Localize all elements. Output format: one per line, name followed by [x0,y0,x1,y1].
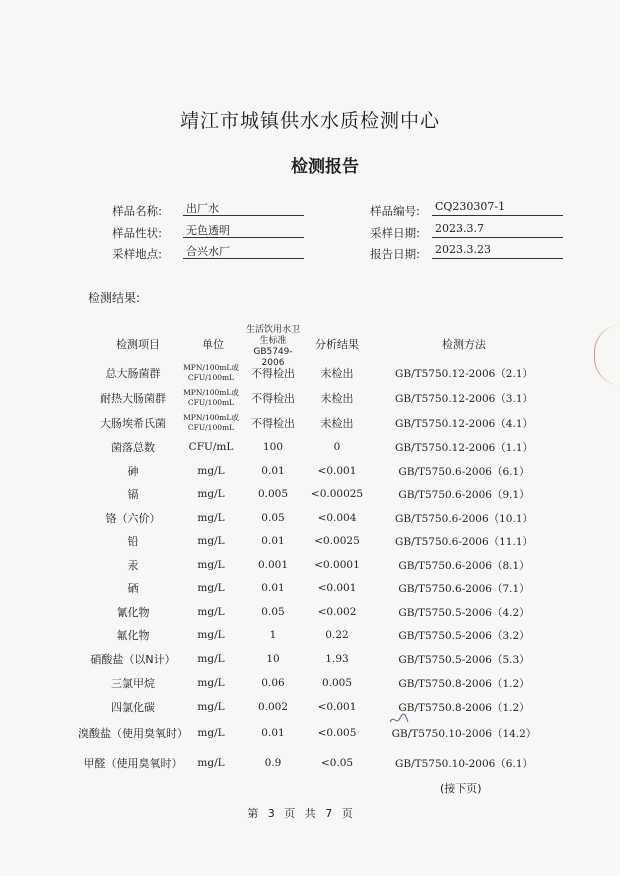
row-2-result: 未检出 [320,392,354,405]
seal-edge-mark [594,325,620,385]
row-10-item: 硒 [127,581,139,595]
row-16-item: 溴酸盐（使用臭氧时） [78,726,188,740]
row-10-standard: 0.01 [261,582,285,594]
row-11-method: GB/T5750.5-2006（4.2） [398,606,530,619]
row-2-unit: MPN/100mL或CFU/100mL [183,388,239,407]
row-12-method: GB/T5750.5-2006（3.2） [398,629,530,642]
sampling-date-value: 2023.3.7 [432,222,563,238]
row-11-result: <0.002 [317,606,357,618]
row-1-unit: MPN/100mL或CFU/100mL [183,363,239,382]
row-4-method: GB/T5750.12-2006（1.1） [394,441,534,454]
header-standard-line2: 生标准GB5749- [253,336,293,357]
row-15-item: 四氯化碳 [111,700,155,714]
row-8-result: <0.0025 [314,535,360,547]
row-4-item: 菌落总数 [111,440,155,454]
row-12-item: 氟化物 [116,628,150,642]
header-method: 检测方法 [442,338,486,351]
row-15-unit: mg/L [197,701,225,713]
page-footer: 第 3 页 共 7 页 [247,807,353,820]
row-11-unit: mg/L [197,606,225,618]
row-3-item: 大肠埃希氏菌 [100,416,166,430]
sample-name-label: 样品名称: [112,204,162,218]
row-12-standard: 1 [269,629,277,641]
row-17-unit: mg/L [197,757,225,769]
continued-note: (接下页) [440,782,482,795]
row-4-standard: 100 [262,441,284,453]
row-7-unit: mg/L [197,512,225,524]
row-11-item: 氰化物 [116,605,150,619]
row-7-standard: 0.05 [261,512,285,524]
row-1-result: 未检出 [320,367,354,380]
row-11-standard: 0.05 [261,606,285,618]
row-16-method: GB/T5750.10-2006（14.2） [391,727,537,740]
row-16-unit: mg/L [197,727,225,739]
sample-code-label: 样品编号: [370,204,420,218]
row-15-standard: 0.002 [257,701,289,713]
row-13-result: 1.93 [325,653,349,665]
row-8-item: 铅 [127,534,139,548]
row-7-item: 铬（六价） [105,511,161,525]
header-unit: 单位 [202,338,224,351]
row-14-standard: 0.06 [261,677,285,689]
header-item: 检测项目 [116,338,160,351]
row-14-item: 三氯甲烷 [111,676,155,690]
row-8-unit: mg/L [197,535,225,547]
row-4-unit: CFU/mL [188,441,234,453]
row-13-item: 硝酸盐（以N计） [90,652,176,666]
row-4-result: 0 [333,441,341,453]
row-6-item: 镉 [127,487,139,501]
row-9-item: 汞 [127,558,139,572]
row-17-standard: 0.9 [264,757,282,769]
row-8-standard: 0.01 [261,535,285,547]
row-14-result: 0.005 [321,677,353,689]
row-17-result: <0.05 [320,757,354,769]
row-13-method: GB/T5750.5-2006（5.3） [398,653,530,666]
row-6-result: <0.00025 [310,488,364,500]
header-result: 分析结果 [315,338,359,351]
sampling-date-label: 采样日期: [370,226,420,240]
row-14-method: GB/T5750.8-2006（1.2） [398,677,530,690]
sampling-location-label: 采样地点: [112,247,162,261]
row-9-method: GB/T5750.6-2006（8.1） [398,559,530,572]
organization-title: 靖江市城镇供水水质检测中心 [179,110,440,132]
row-15-result: <0.001 [317,701,357,713]
header-standard-line3: 2006 [261,358,285,368]
row-3-standard: 不得检出 [251,417,295,430]
row-14-unit: mg/L [197,677,225,689]
row-16-result: <0.005 [317,727,357,739]
row-7-method: GB/T5750.6-2006（10.1） [394,512,534,525]
row-3-unit: MPN/100mL或CFU/100mL [183,413,239,432]
header-standard-line1: 生活饮用水卫 [245,325,300,335]
row-5-result: <0.001 [317,465,357,477]
row-12-result: 0.22 [325,629,349,641]
row-10-unit: mg/L [197,582,225,594]
row-17-method: GB/T5750.10-2006（6.1） [394,757,534,770]
row-1-item: 总大肠菌群 [105,366,161,380]
report-title: 检测报告 [291,157,359,177]
row-15-method: GB/T5750.8-2006（1.2） [398,701,530,714]
row-9-result: <0.0001 [314,559,360,571]
row-9-unit: mg/L [197,559,225,571]
row-5-method: GB/T5750.6-2006（6.1） [398,465,530,478]
row-5-unit: mg/L [197,465,225,477]
row-1-standard: 不得检出 [251,367,295,380]
row-10-result: <0.001 [317,582,357,594]
row-5-standard: 0.01 [261,465,285,477]
row-13-standard: 10 [266,653,280,665]
handwritten-mark-icon [388,712,410,726]
row-6-standard: 0.005 [257,488,289,500]
row-16-standard: 0.01 [261,727,285,739]
row-2-item: 耐热大肠菌群 [100,391,166,405]
sample-name-value: 出厂水 [183,200,304,216]
report-date-value: 2023.3.23 [432,243,563,259]
report-date-label: 报告日期: [370,247,420,261]
sample-code-value: CQ230307-1 [432,200,563,216]
row-9-standard: 0.001 [257,559,289,571]
row-12-unit: mg/L [197,629,225,641]
row-13-unit: mg/L [197,653,225,665]
row-6-method: GB/T5750.6-2006（9.1） [398,488,530,501]
results-label: 检测结果: [88,291,141,305]
row-8-method: GB/T5750.6-2006（11.1） [394,535,534,548]
row-5-item: 砷 [127,464,139,478]
row-10-method: GB/T5750.6-2006（7.1） [398,582,530,595]
row-7-result: <0.004 [317,512,357,524]
row-1-method: GB/T5750.12-2006（2.1） [394,367,534,380]
row-3-result: 未检出 [320,417,354,430]
sample-nature-label: 样品性状: [112,226,162,240]
row-2-standard: 不得检出 [251,392,295,405]
row-6-unit: mg/L [197,488,225,500]
row-2-method: GB/T5750.12-2006（3.1） [394,392,534,405]
sampling-location-value: 合兴水厂 [183,243,304,259]
row-17-item: 甲醛（使用臭氧时） [83,756,183,770]
sample-nature-value: 无色透明 [183,222,304,238]
row-3-method: GB/T5750.12-2006（4.1） [394,417,534,430]
